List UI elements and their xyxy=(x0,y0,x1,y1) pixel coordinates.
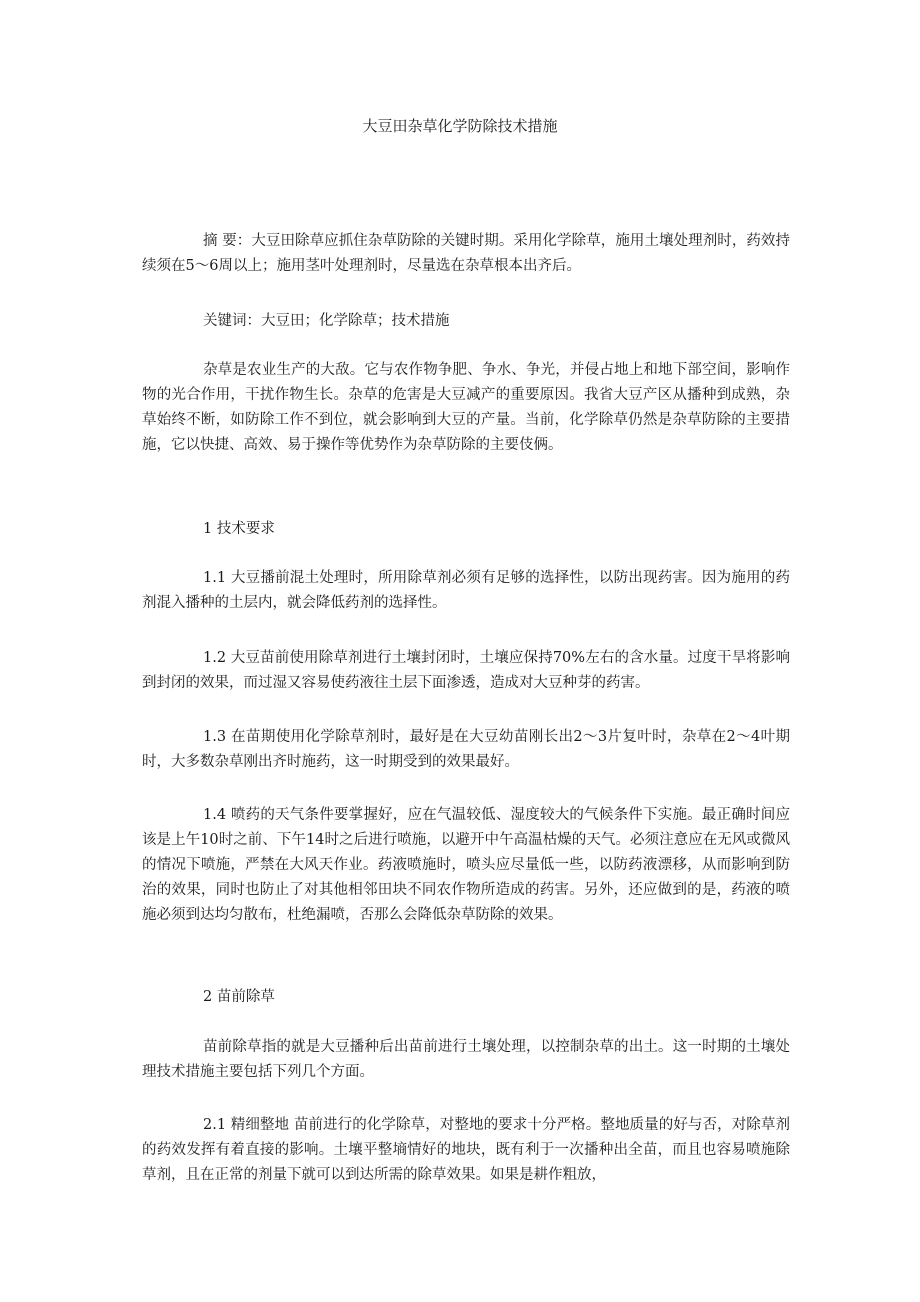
paragraph-1-4: 1.4 喷药的天气条件要掌握好，应在气温较低、湿度较大的气候条件下实施。最正确时间应该是上午10时之前、下午14时之后进行喷施，以避开中午高温枯燥的天气。必须注意应在无风或微风的情况下喷施，严禁在大风天作业。药液喷施时，喷头应尽量低一些，以防药液漂移，从而影响到防治的效果，同时也防止了对其他相邻田块不同农作物所造成的药害。另外，还应做到的是，药液的喷施必须到达均匀散布，杜绝漏喷，否那么会降低杂草防除的效果。 xyxy=(142,807,790,923)
paragraph-1-2: 1.2 大豆苗前使用除草剂进行土壤封闭时，土壤应保持70%左右的含水量。过度干旱将影响到封闭的效果，而过湿又容易使药液往土层下面渗透，造成对大豆种芽的药害。 xyxy=(142,650,790,691)
paragraph-1-3: 1.3 在苗期使用化学除草剂时，最好是在大豆幼苗刚长出2～3片复叶时，杂草在2～4叶期时，大多数杂草刚出齐时施药，这一时期受到的效果最好。 xyxy=(142,729,790,770)
intro-paragraph: 杂草是农业生产的大敌。它与农作物争肥、争水、争光，并侵占地上和地下部空间，影响作物的光合作用，干扰作物生长。杂草的危害是大豆减产的重要原因。我省大豆产区从播种到成熟，杂草始终不断，如防除工作不到位，就会影响到大豆的产量。当前，化学除草仍然是杂草防除的主要措施，它以快捷、高效、易于操作等优势作为杂草防除的主要伎俩。 xyxy=(142,362,790,453)
keywords-paragraph: 关键词：大豆田；化学除草；技术措施 xyxy=(203,313,450,329)
section-1-heading: 1 技术要求 xyxy=(203,521,275,537)
paragraph-2-1: 2.1 精细整地 苗前进行的化学除草，对整地的要求十分严格。整地质量的好与否，对除草剂的药效发挥有着直接的影响。土壤平整墒情好的地块，既有利于一次播种出全苗，而且也容易喷施除草剂，且在正常的剂量下就可以到达所需的除草效果。如果是耕作粗放， xyxy=(142,1117,790,1183)
abstract-paragraph: 摘 要：大豆田除草应抓住杂草防除的关键时期。采用化学除草，施用土壤处理剂时，药效持续须在5～6周以上；施用茎叶处理剂时，尽量选在杂草根本出齐后。 xyxy=(142,233,790,274)
paragraph-2-intro: 苗前除草指的就是大豆播种后出苗前进行土壤处理，以控制杂草的出土。这一时期的土壤处理技术措施主要包括下列几个方面。 xyxy=(142,1039,790,1080)
paragraph-1-1: 1.1 大豆播前混土处理时，所用除草剂必须有足够的选择性，以防出现药害。因为施用的药剂混入播种的土层内，就会降低药剂的选择性。 xyxy=(142,570,790,611)
document-title: 大豆田杂草化学防除技术措施 xyxy=(362,117,558,135)
section-2-heading: 2 苗前除草 xyxy=(203,989,275,1005)
